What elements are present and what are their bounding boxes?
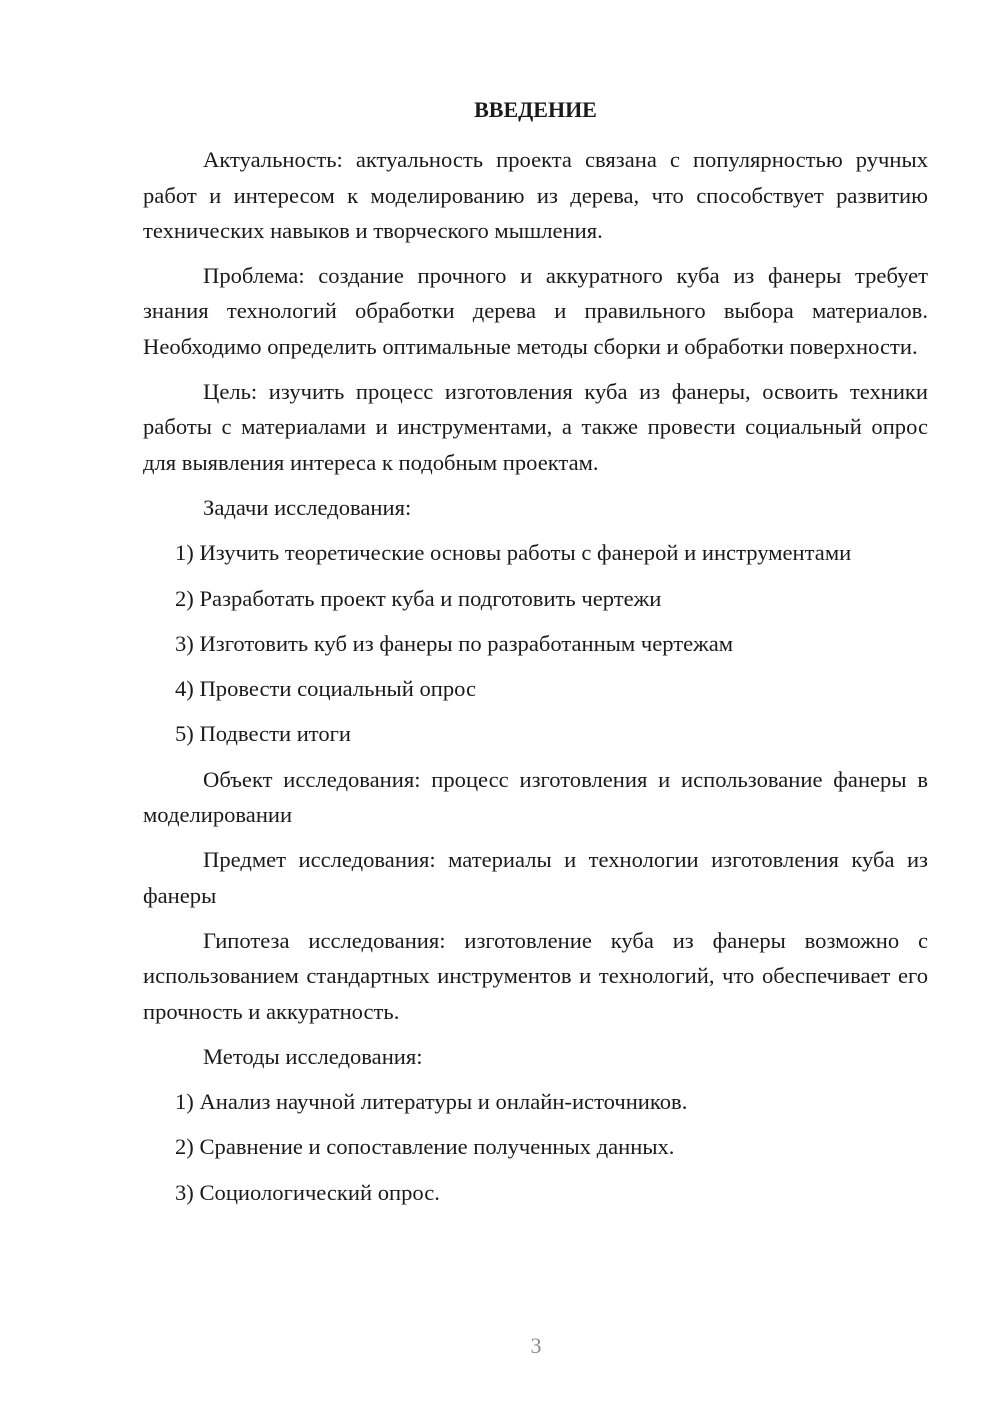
task-item-1: 1) Изучить теоретические основы работы с фанерой и инструментами (175, 540, 852, 566)
page-content (143, 92, 928, 1220)
page-title: ВВЕДЕНИЕ (474, 97, 597, 122)
task-item-3: 3) Изготовить куб из фанеры по разработанным чертежам (175, 630, 734, 656)
paragraph-object: Объект исследования: процесс изготовления и использование фанеры в моделировании (143, 766, 928, 828)
task-item-5: 5) Подвести итоги (175, 721, 352, 747)
method-item-3: 3) Социологический опрос. (175, 1179, 440, 1205)
methods-heading: Методы исследования: (203, 1043, 423, 1069)
task-item-4: 4) Провести социальный опрос (175, 676, 477, 702)
task-item-2: 2) Разработать проект куба и подготовить чертежи (175, 585, 662, 611)
page-number: 3 (530, 1333, 542, 1358)
method-item-1: 1) Анализ научной литературы и онлайн-источников. (175, 1089, 688, 1115)
paragraph-goal: Цель: изучить процесс изготовления куба из фанеры, освоить техники работы с материалами и инструментами, а также провести социальный опрос для выявления интереса к подобным проектам. (143, 379, 928, 475)
paragraph-subject: Предмет исследования: материалы и технологии изготовления куба из фанеры (143, 847, 928, 908)
paragraph-relevance: Актуальность: актуальность проекта связана с популярностью ручных работ и интересом к моделированию из дерева, что способствует развитию технических навыков и творческого мышления. (143, 147, 928, 243)
paragraph-problem: Проблема: создание прочного и аккуратного куба из фанеры требует знания технологий обработки дерева и правильного выбора материалов. Необходимо определить оптимальные методы сборки и обработки поверхности. (143, 263, 928, 359)
method-item-2: 2) Сравнение и сопоставление полученных данных. (175, 1134, 675, 1160)
tasks-heading: Задачи исследования: (203, 494, 412, 520)
paragraph-hypothesis: Гипотеза исследования: изготовление куба из фанеры возможно с использованием стандартных инструментов и технологий, что обеспечивает его прочность и аккуратность. (143, 927, 928, 1024)
